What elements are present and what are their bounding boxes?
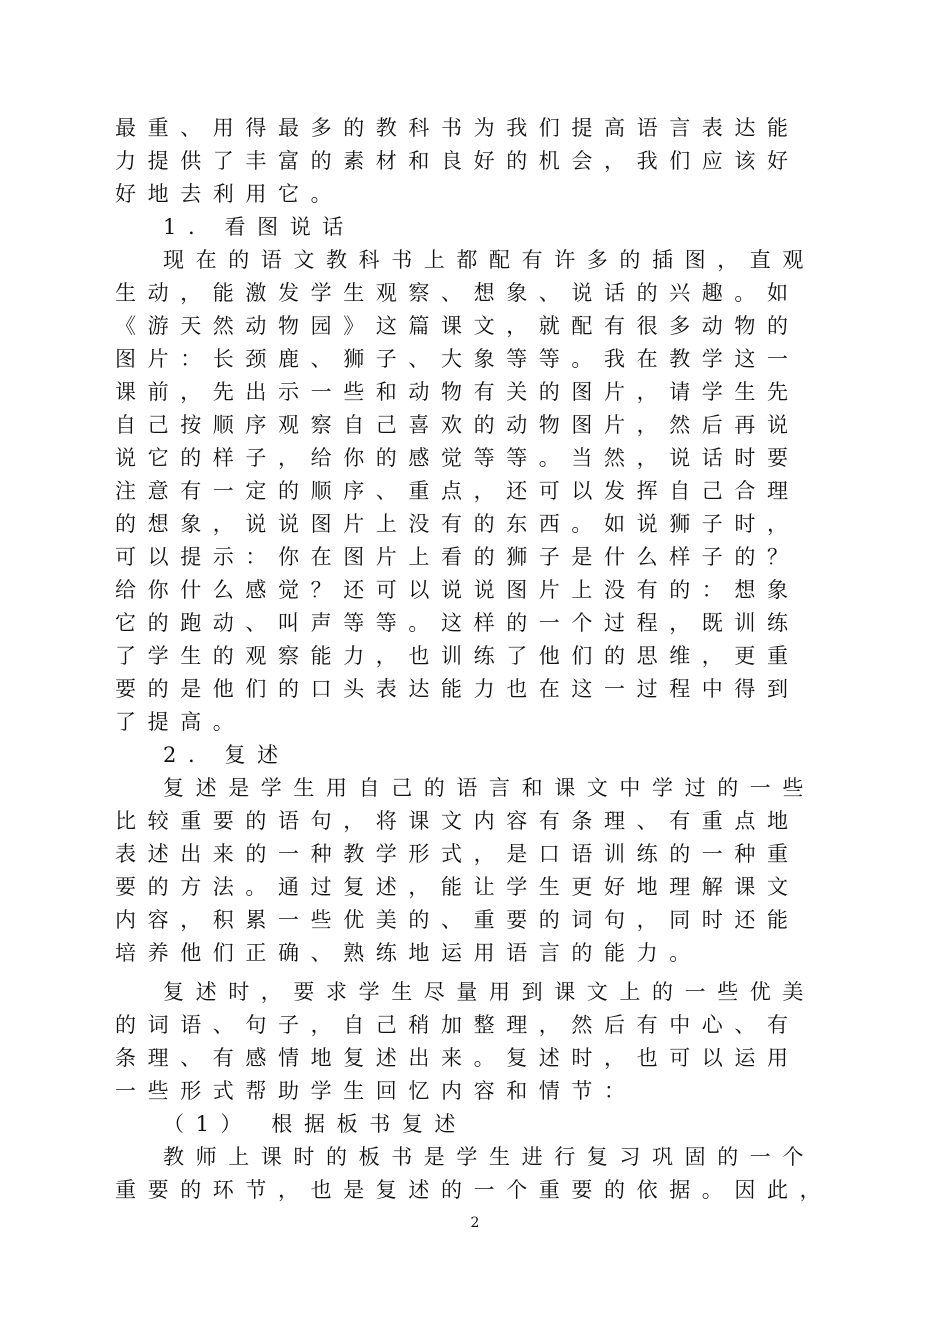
text-line: 教师上课时的板书是学生进行复习巩固的一个 bbox=[163, 1145, 815, 1169]
text-line: 了学生的观察能力，也训练了他们的思维，更重 bbox=[115, 644, 800, 668]
text-line: 最重、用得最多的教科书为我们提高语言表达能 bbox=[115, 116, 800, 140]
text-line: 比较重要的语句，将课文内容有条理、有重点地 bbox=[115, 809, 800, 833]
body-text bbox=[115, 112, 835, 1207]
text-line: 复述时，要求学生尽量用到课文上的一些优美 bbox=[163, 980, 815, 1004]
text-line: 表述出来的一种教学形式，是口语训练的一种重 bbox=[115, 842, 800, 866]
text-line: 复述是学生用自己的语言和课文中学过的一些 bbox=[163, 776, 815, 800]
text-line: 了提高。 bbox=[115, 710, 246, 734]
text-line: 给你什么感觉？还可以说说图片上没有的：想象 bbox=[115, 578, 800, 602]
text-line: 要的方法。通过复述，能让学生更好地理解课文 bbox=[115, 875, 800, 899]
text-line: 可以提示：你在图片上看的狮子是什么样子的？ bbox=[115, 545, 800, 569]
text-line: 的词语、句子，自己稍加整理，然后有中心、有 bbox=[115, 1013, 800, 1037]
page-number: 2 bbox=[470, 1215, 480, 1231]
text-line: 条理、有感情地复述出来。复述时，也可以运用 bbox=[115, 1046, 800, 1070]
subsection-heading: （1） 根据板书复述 bbox=[163, 1112, 468, 1136]
text-line: 现在的语文教科书上都配有许多的插图，直观 bbox=[163, 248, 815, 272]
text-line: 重要的环节，也是复述的一个重要的依据。因此， bbox=[115, 1178, 833, 1202]
text-line: 好地去利用它。 bbox=[115, 182, 344, 206]
text-line: 它的跑动、叫声等等。这样的一个过程，既训练 bbox=[115, 611, 800, 635]
text-line: 《游天然动物园》这篇课文，就配有很多动物的 bbox=[115, 314, 800, 338]
section-heading: 1. 看图说话 bbox=[163, 215, 355, 239]
text-line: 自己按顺序观察自己喜欢的动物图片，然后再说 bbox=[115, 413, 800, 437]
text-line: 力提供了丰富的素材和良好的机会，我们应该好 bbox=[115, 149, 800, 173]
text-line: 的想象，说说图片上没有的东西。如说狮子时， bbox=[115, 512, 800, 536]
text-line: 注意有一定的顺序、重点，还可以发挥自己合理 bbox=[115, 479, 800, 503]
section-heading: 2. 复述 bbox=[163, 743, 290, 767]
text-line: 要的是他们的口头表达能力也在这一过程中得到 bbox=[115, 677, 800, 701]
text-line: 课前，先出示一些和动物有关的图片，请学生先 bbox=[115, 380, 800, 404]
text-line: 内容，积累一些优美的、重要的词句，同时还能 bbox=[115, 908, 800, 932]
text-line: 说它的样子，给你的感觉等等。当然，说话时要 bbox=[115, 446, 800, 470]
text-line: 生动，能激发学生观察、想象、说话的兴趣。如 bbox=[115, 281, 800, 305]
text-line: 图片：长颈鹿、狮子、大象等等。我在教学这一 bbox=[115, 347, 800, 371]
text-line: 培养他们正确、熟练地运用语言的能力。 bbox=[115, 941, 702, 965]
text-line: 一些形式帮助学生回忆内容和情节： bbox=[115, 1079, 637, 1103]
